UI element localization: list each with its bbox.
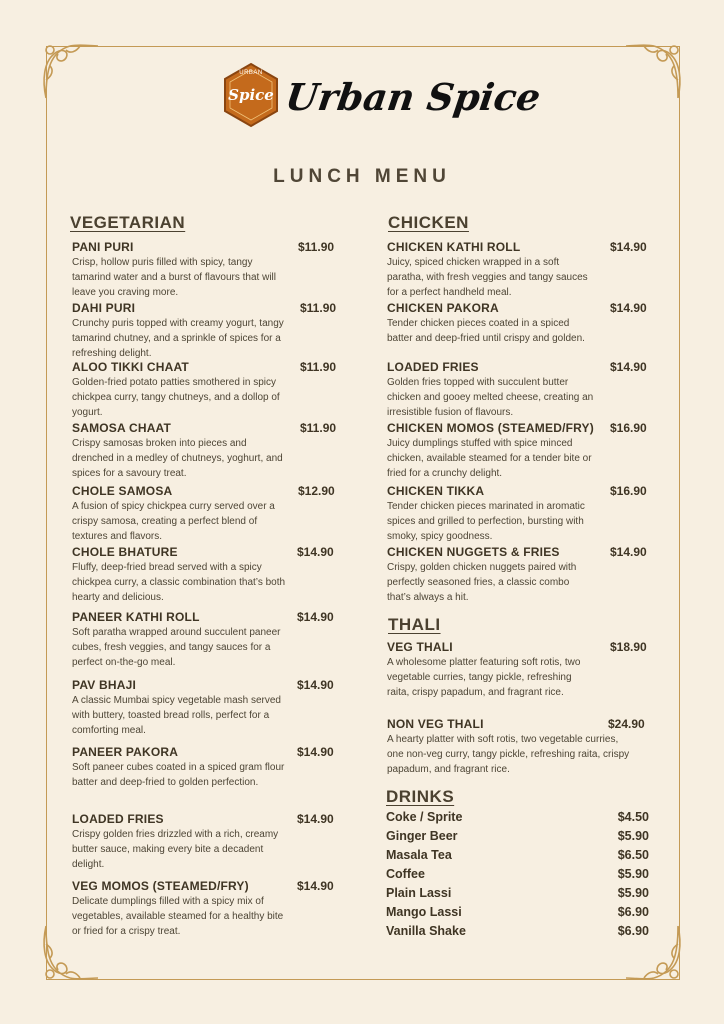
item-price: $16.90 xyxy=(610,484,647,498)
item-name: DAHI PURI xyxy=(72,301,136,315)
item-name: SAMOSA CHAAT xyxy=(72,421,172,435)
item-price: $11.90 xyxy=(300,360,337,374)
badge-top-text: URBAN xyxy=(239,70,263,76)
section-heading-chicken: CHICKEN xyxy=(388,213,469,232)
drink-item xyxy=(386,848,649,867)
menu-item xyxy=(72,678,337,738)
item-price: $14.90 xyxy=(297,879,334,893)
menu-item xyxy=(387,640,650,700)
drink-name: Plain Lassi xyxy=(386,886,452,900)
item-name: LOADED FRIES xyxy=(387,360,479,374)
item-name: CHOLE SAMOSA xyxy=(72,484,173,498)
item-price: $24.90 xyxy=(608,717,645,731)
drink-price: $6.50 xyxy=(617,848,649,862)
menu-item xyxy=(72,240,337,300)
drink-item xyxy=(386,905,649,924)
item-name: VEG THALI xyxy=(387,640,453,654)
menu-item xyxy=(72,812,337,872)
menu-item xyxy=(72,745,337,790)
item-name: CHICKEN TIKKA xyxy=(387,484,485,498)
item-description: Fluffy, deep-fried bread served with a spicy chickpea curry, a classic combination that’s both hearty and delicious. xyxy=(72,562,286,603)
item-price: $14.90 xyxy=(610,545,647,559)
badge-script-text: Spice xyxy=(228,86,274,104)
item-description: Soft paratha wrapped around succulent paneer cubes, fresh veggies, and tangy sauces for a perfect on-the-go meal. xyxy=(72,627,281,668)
item-name: PANEER KATHI ROLL xyxy=(72,610,200,624)
item-description: A fusion of spicy chickpea curry served over a crispy samosa, creating a perfect blend of textures and flavors. xyxy=(72,501,275,542)
menu-item xyxy=(72,421,337,481)
menu-item xyxy=(72,360,337,420)
item-name: CHICKEN NUGGETS & FRIES xyxy=(387,545,560,559)
menu-item xyxy=(72,484,337,544)
item-description: Tender chicken pieces coated in a spiced batter and deep-fried until crispy and golden. xyxy=(387,318,585,344)
menu-item xyxy=(387,240,650,300)
item-price: $14.90 xyxy=(297,812,334,826)
drink-item xyxy=(386,924,649,943)
section-heading-vegetarian: VEGETARIAN xyxy=(70,213,186,232)
item-description: Juicy, spiced chicken wrapped in a soft paratha, with fresh veggies and tangy sauces for a perfect handheld meal. xyxy=(387,257,588,298)
item-name: CHOLE BHATURE xyxy=(72,545,178,559)
item-price: $11.90 xyxy=(298,240,335,254)
item-price: $11.90 xyxy=(300,301,337,315)
item-price: $18.90 xyxy=(610,640,647,654)
item-description: A hearty platter with soft rotis, two vegetable curries, one non-veg curry, tangy pickle, refreshing raita, crispy papadum, and fragrant rice. xyxy=(387,734,630,775)
menu-item xyxy=(387,421,650,481)
item-price: $14.90 xyxy=(610,301,647,315)
item-price: $14.90 xyxy=(610,240,647,254)
brand-name: Urban Spice xyxy=(282,75,544,119)
drink-item xyxy=(386,810,649,829)
drink-price: $5.90 xyxy=(617,886,649,900)
drink-price: $6.90 xyxy=(617,905,649,919)
drink-name: Ginger Beer xyxy=(386,829,458,843)
item-description: Soft paneer cubes coated in a spiced gram flour batter and deep-fried to golden perfection. xyxy=(72,762,285,788)
drink-price: $4.50 xyxy=(617,810,649,824)
item-price: $11.90 xyxy=(300,421,337,435)
logo-badge-icon xyxy=(222,62,280,128)
section-heading-thali: THALI xyxy=(388,615,441,634)
drink-name: Mango Lassi xyxy=(386,905,462,919)
item-description: Delicate dumplings filled with a spicy mix of vegetables, available steamed for a healthy bite or fried for a crispy treat. xyxy=(72,896,284,937)
item-price: $14.90 xyxy=(610,360,647,374)
item-description: Crunchy puris topped with creamy yogurt, tangy tamarind chutney, and a sprinkle of spices for a refreshing delight. xyxy=(72,318,284,359)
menu-item xyxy=(387,545,650,605)
item-description: Crisp, hollow puris filled with spicy, tangy tamarind water and a burst of flavours that will leave you craving more. xyxy=(72,257,276,298)
drink-item xyxy=(386,829,649,848)
item-name: PAV BHAJI xyxy=(72,678,137,692)
item-description: Crispy samosas broken into pieces and drenched in a medley of chutneys, yoghurt, and spices for a savoury treat. xyxy=(72,438,283,479)
menu-item xyxy=(387,717,650,777)
corner-ornament-icon xyxy=(40,40,104,104)
item-price: $14.90 xyxy=(297,678,334,692)
item-name: VEG MOMOS (STEAMED/FRY) xyxy=(72,879,249,893)
menu-item xyxy=(72,545,337,605)
drink-name: Coke / Sprite xyxy=(386,810,463,824)
menu-item xyxy=(387,484,650,544)
drink-item xyxy=(386,886,649,905)
drink-item xyxy=(386,867,649,886)
drink-price: $5.90 xyxy=(617,829,649,843)
item-price: $12.90 xyxy=(298,484,335,498)
drink-name: Coffee xyxy=(386,867,425,881)
menu-item xyxy=(72,301,337,361)
corner-ornament-icon xyxy=(620,40,684,104)
menu-item xyxy=(72,610,337,670)
item-description: A wholesome platter featuring soft rotis, two vegetable curries, tangy pickle, refreshing raita, crispy papadum, and fragrant rice. xyxy=(387,657,581,698)
section-heading-drinks: DRINKS xyxy=(386,787,455,806)
item-description: A classic Mumbai spicy vegetable mash served with buttery, toasted bread rolls, perfect for a comforting meal. xyxy=(72,695,281,736)
item-description: Tender chicken pieces marinated in aromatic spices and grilled to perfection, bursting with smoky, spicy goodness. xyxy=(387,501,585,542)
item-description: Golden-fried potato patties smothered in spicy chickpea curry, tangy chutneys, and a dollop of yogurt. xyxy=(72,377,280,418)
drink-name: Vanilla Shake xyxy=(386,924,466,938)
item-description: Juicy dumplings stuffed with spice minced chicken, available steamed for a tender bite or fried for a crunchy delight. xyxy=(387,438,592,479)
menu-item xyxy=(387,301,650,346)
item-name: PANI PURI xyxy=(72,240,134,254)
drink-name: Masala Tea xyxy=(386,848,452,862)
item-description: Crispy, golden chicken nuggets paired with perfectly seasoned fries, a classic combo that’s always a hit. xyxy=(387,562,577,603)
item-name: CHICKEN PAKORA xyxy=(387,301,499,315)
item-name: NON VEG THALI xyxy=(387,717,484,731)
item-name: ALOO TIKKI CHAAT xyxy=(72,360,189,374)
menu-item xyxy=(387,360,650,420)
item-description: Crispy golden fries drizzled with a rich, creamy butter sauce, making every bite a decadent delight. xyxy=(72,829,279,870)
drink-price: $5.90 xyxy=(617,867,649,881)
item-name: CHICKEN KATHI ROLL xyxy=(387,240,521,254)
drink-price: $6.90 xyxy=(617,924,649,938)
item-price: $14.90 xyxy=(297,745,334,759)
page-title: LUNCH MENU xyxy=(273,166,451,187)
item-price: $14.90 xyxy=(297,610,334,624)
menu-item xyxy=(72,879,337,939)
item-description: Golden fries topped with succulent butter chicken and gooey melted cheese, creating an irresistible fusion of flavours. xyxy=(387,377,594,418)
item-name: PANEER PAKORA xyxy=(72,745,179,759)
item-name: CHICKEN MOMOS (STEAMED/FRY) xyxy=(387,421,594,435)
item-name: LOADED FRIES xyxy=(72,812,164,826)
item-price: $16.90 xyxy=(610,421,647,435)
item-price: $14.90 xyxy=(297,545,334,559)
